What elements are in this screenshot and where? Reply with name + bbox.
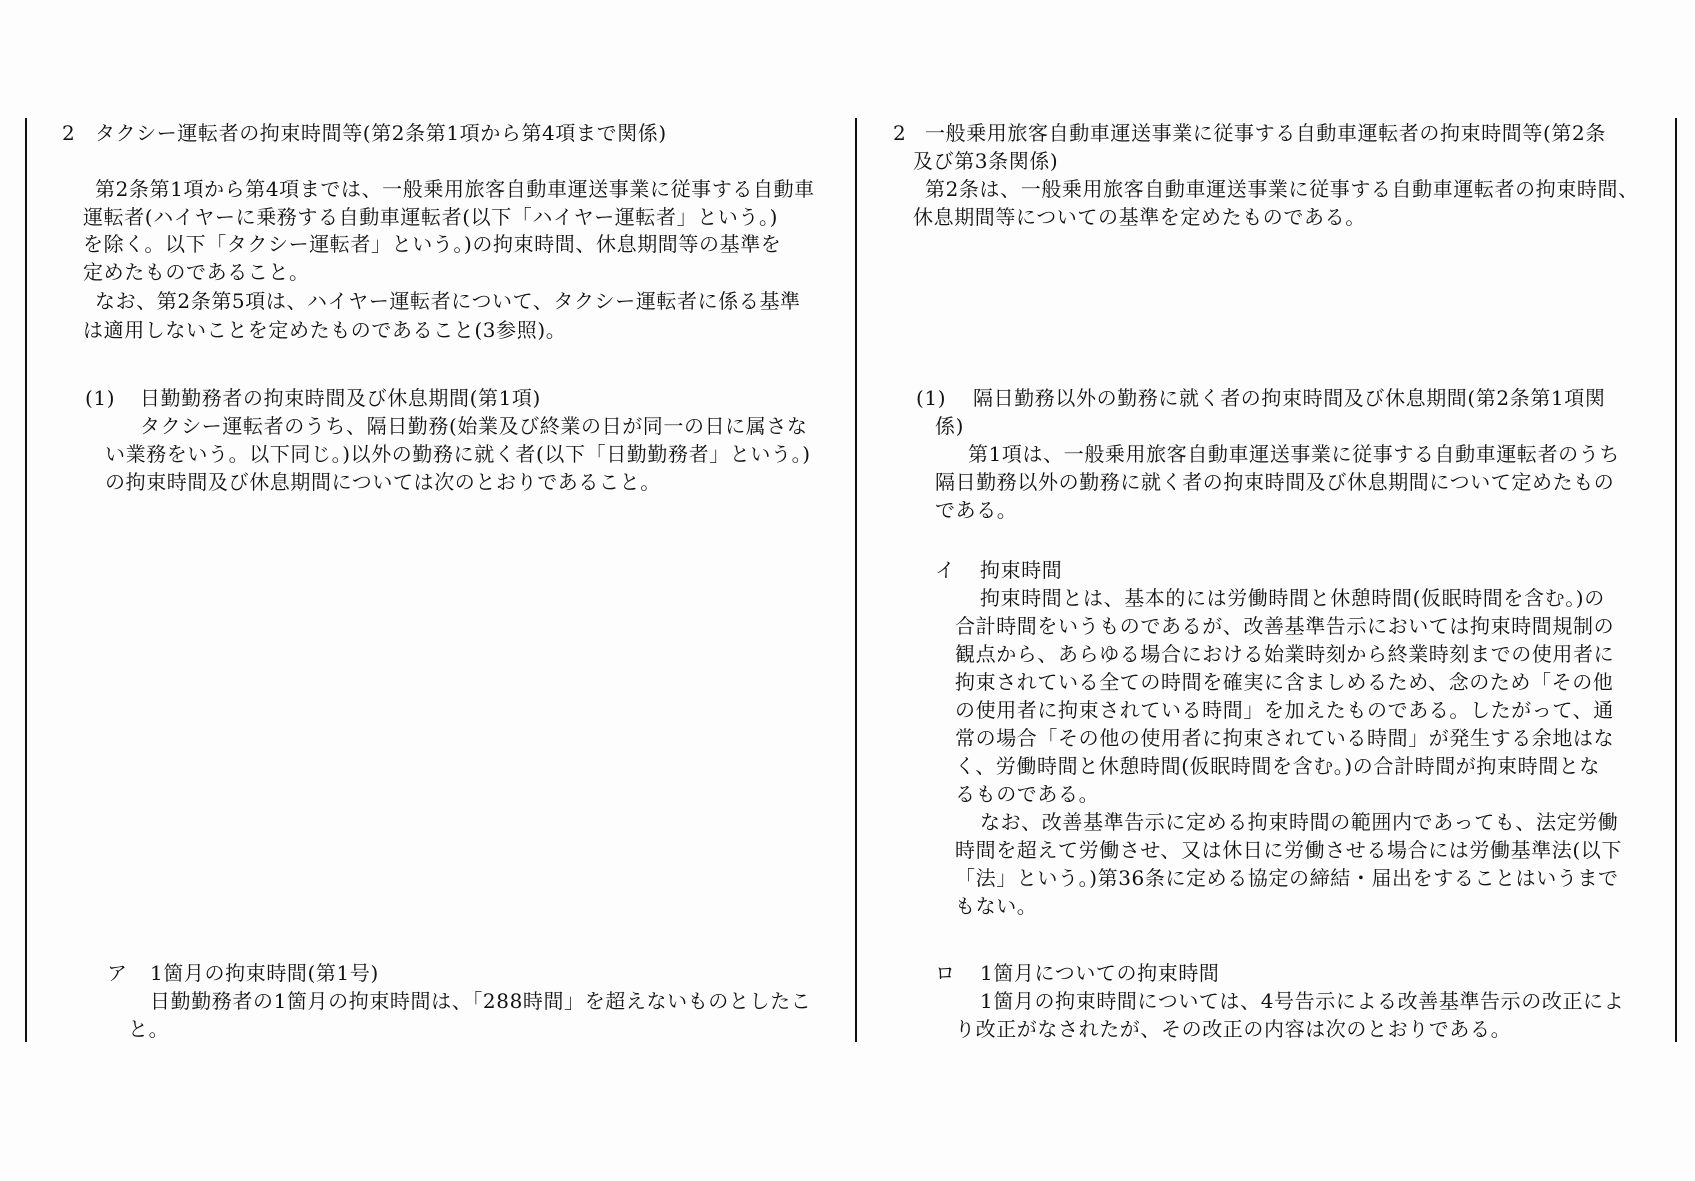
right-item-i-line: 「法」という。)第36条に定める協定の締結・届出をすることはいうまで — [955, 866, 1619, 890]
left-intro-line: 第2条第1項から第4項までは、一般乗用旅客自動車運送事業に従事する自動車 — [95, 177, 815, 201]
column-divider-line — [855, 118, 857, 1042]
left-heading-number: 2 — [62, 121, 76, 145]
right-section1-title: 隔日勤務以外の勤務に就く者の拘束時間及び休息期間(第2条第1項関 — [973, 386, 1606, 410]
left-intro-line: 定めたものであること。 — [83, 260, 310, 284]
left-intro-line: を除く。以下「タクシー運転者」という。)の拘束時間、休息期間等の基準を — [83, 232, 782, 256]
right-item-i-line: 観点から、あらゆる場合における始業時刻から終業時刻までの使用者に — [955, 642, 1615, 666]
left-border-line — [25, 118, 27, 1042]
right-heading-line: 一般乗用旅客自動車運送事業に従事する自動車運転者の拘束時間等(第2条 — [925, 121, 1606, 145]
right-item-i-line: く、労働時間と休憩時間(仮眠時間を含む。)の合計時間が拘束時間とな — [955, 754, 1601, 778]
right-section1-line: 第1項は、一般乗用旅客自動車運送事業に従事する自動車運転者のうち — [968, 442, 1620, 466]
left-section1-number: (1) — [85, 386, 116, 410]
right-item-i-line: 拘束されている全ての時間を確実に含ましめるため、念のため「その他 — [955, 670, 1614, 694]
left-item-a-line: 日勤勤務者の1箇月の拘束時間は、「288時間」を超えないものとしたこ — [150, 989, 812, 1013]
right-item-i-title: 拘束時間 — [980, 558, 1063, 582]
left-heading: タクシー運転者の拘束時間等(第2条第1項から第4項まで関係) — [95, 121, 667, 145]
left-section1-line: タクシー運転者のうち、隔日勤務(始業及び終業の日が同一の日に属さな — [140, 414, 808, 438]
right-item-i-line: の使用者に拘束されている時間」を加えたものである。したがって、通 — [955, 698, 1614, 722]
left-section1-line: い業務をいう。以下同じ。)以外の勤務に就く者(以下「日勤勤務者」という。) — [105, 442, 811, 466]
right-item-ro-line: り改正がなされたが、その改正の内容は次のとおりである。 — [955, 1017, 1512, 1041]
right-intro-line: 第2条は、一般乗用旅客自動車運送事業に従事する自動車運転者の拘束時間、 — [925, 177, 1639, 201]
right-item-i-line: 合計時間をいうものであるが、改善基準告示においては拘束時間規制の — [955, 614, 1615, 638]
right-heading-number: 2 — [893, 121, 907, 145]
right-intro-line: 休息期間等についての基準を定めたものである。 — [913, 205, 1366, 229]
right-section1-number: (1) — [916, 386, 947, 410]
left-section1-line: の拘束時間及び休息期間については次のとおりであること。 — [105, 470, 661, 494]
right-border-line — [1675, 118, 1677, 1042]
left-intro-line: は適用しないことを定めたものであること(3参照)。 — [83, 318, 567, 342]
left-item-a-line: と。 — [128, 1017, 170, 1041]
left-intro-line: なお、第2条第5項は、ハイヤー運転者について、タクシー運転者に係る基準 — [95, 289, 801, 313]
left-item-a-title: 1箇月の拘束時間(第1号) — [150, 961, 379, 985]
right-heading-line: 及び第3条関係) — [913, 149, 1059, 173]
right-item-i-line: 拘束時間とは、基本的には労働時間と休憩時間(仮眠時間を含む。)の — [980, 586, 1605, 610]
right-item-i-line: るものである。 — [955, 782, 1100, 806]
right-section1-line: である。 — [935, 498, 1018, 522]
left-item-a-label: ア — [107, 961, 128, 985]
right-item-ro-label: ロ — [935, 961, 956, 985]
right-item-i-line: もない。 — [955, 894, 1038, 918]
left-section1-title: 日勤勤務者の拘束時間及び休息期間(第1項) — [140, 386, 541, 410]
right-item-i-line: 常の場合「その他の使用者に拘束されている時間」が発生する余地はな — [955, 726, 1615, 750]
right-section1-line: 隔日勤務以外の勤務に就く者の拘束時間及び休息期間について定めたもの — [935, 470, 1615, 494]
right-item-ro-line: 1箇月の拘束時間については、4号告示による改善基準告示の改正によ — [980, 989, 1625, 1013]
right-item-i-line: 時間を超えて労働させ、又は休日に労働させる場合には労働基準法(以下 — [955, 838, 1623, 862]
right-section1-title: 係) — [935, 414, 965, 438]
right-item-ro-title: 1箇月についての拘束時間 — [980, 961, 1220, 985]
right-item-i-label: イ — [935, 558, 956, 582]
left-intro-line: 運転者(ハイヤーに乗務する自動車運転者(以下「ハイヤー運転者」という。) — [83, 205, 779, 229]
right-item-i-line: なお、改善基準告示に定める拘束時間の範囲内であっても、法定労働 — [980, 810, 1619, 834]
